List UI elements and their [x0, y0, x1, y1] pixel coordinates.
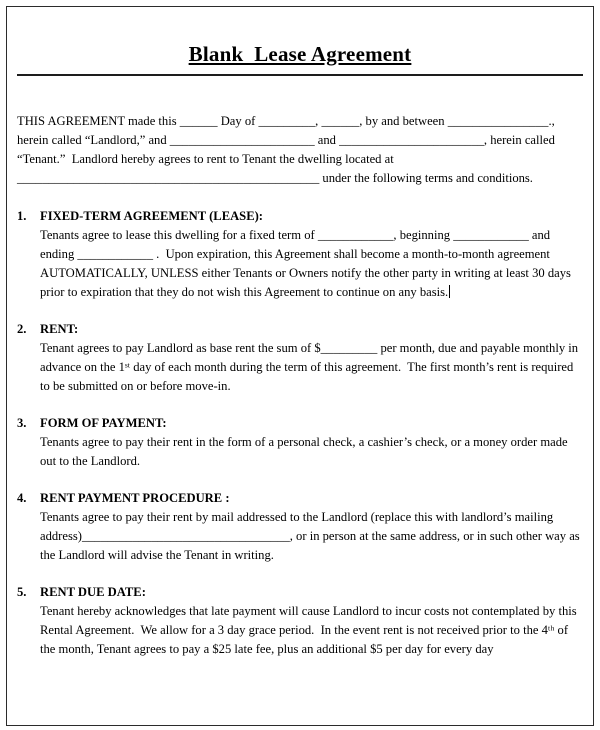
- section-text-content: Tenants agree to lease this dwelling for a fixed term of ____________, beginning ____________ and ending ____________ . Upon expiration, this Agreement shall become a month-to-month agreement AUTOMATICALLY, UNLESS either Tenants or Owners notify the other party in writing at least 30 days prior to expiration that they do not wish this Agreement to continue on any basis.: [40, 228, 575, 299]
- section-text: Tenants agree to pay their rent by mail addressed to the Landlord (replace this with landlord’s mailing address)_________________________________, or in person at the same address, or in such other way as the Landlord will advise the Tenant in writing.: [40, 510, 583, 562]
- section-text: Tenant hereby acknowledges that late payment will cause Landlord to incur costs not contemplated by this Rental Agreement. We allow for a 3 day grace period. In the event rent is not received prior to the 4ᵗʰ of the month, Tenant agrees to pay a $25 late fee, plus an additional $5 per day for every day: [40, 604, 580, 656]
- section-text: [40, 226, 583, 302]
- document-content: [0, 42, 600, 659]
- section-rent-due-date: [17, 583, 583, 659]
- section-heading: FORM OF PAYMENT:: [40, 416, 167, 430]
- section-rent-payment-procedure: [17, 489, 583, 565]
- section-heading: FIXED-TERM AGREEMENT (LEASE):: [40, 209, 263, 223]
- section-rent: [17, 320, 583, 396]
- section-text: Tenants agree to pay their rent in the form of a personal check, a cashier’s check, or a money order made out to the Landlord.: [40, 435, 571, 468]
- section-form-of-payment: [17, 414, 583, 471]
- section-number: 2.: [17, 322, 27, 336]
- text-cursor: [449, 285, 450, 298]
- section-heading: RENT PAYMENT PROCEDURE :: [40, 491, 230, 505]
- section-fixed-term-agreement: [17, 207, 583, 302]
- section-content: [40, 207, 583, 302]
- document-title: Blank Lease Agreement: [188, 42, 412, 66]
- section-heading: RENT:: [40, 322, 79, 336]
- intro-paragraph: THIS AGREEMENT made this ______ Day of _________, ______, by and between ________________., herein called “Landlord,” and _______________________ and _______________________, herein called “Tenant.” Landlord hereby agrees to rent to Tenant the dwelling located at ________________________________________________ under the following terms and conditions.: [17, 114, 559, 185]
- section-content: [40, 414, 583, 471]
- section-content: [40, 489, 583, 565]
- section-content: [40, 320, 583, 396]
- section-number: 1.: [17, 209, 27, 223]
- section-heading: RENT DUE DATE:: [40, 585, 146, 599]
- sections-list: [17, 207, 583, 659]
- section-text: Tenant agrees to pay Landlord as base rent the sum of $_________ per month, due and payable monthly in advance on the 1ˢᵗ day of each month during the term of this agreement. The first month’s rent is required to be submitted on or before move-in.: [40, 341, 582, 393]
- title-rule: [17, 74, 583, 76]
- section-number: 5.: [17, 585, 27, 599]
- section-number: 4.: [17, 491, 27, 505]
- section-number: 3.: [17, 416, 27, 430]
- section-content: [40, 583, 583, 659]
